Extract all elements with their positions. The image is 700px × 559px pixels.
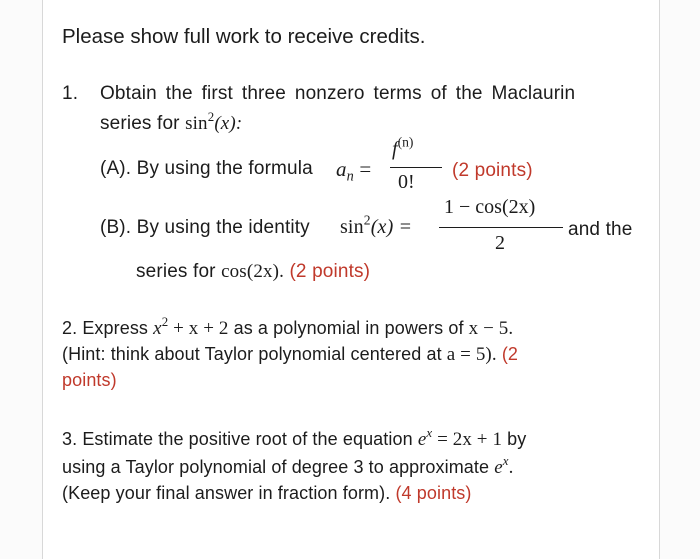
q1-partA-lhs: $a_n$ = bbox=[336, 157, 372, 185]
q1-partA-label: (A). By using the formula bbox=[100, 158, 313, 179]
q1-partB-fraction bbox=[439, 196, 563, 262]
q1-line1: Obtain the first three nonzero terms of the Maclaurin bbox=[100, 83, 576, 104]
q3-note: (Keep your final answer in fraction form). bbox=[62, 483, 391, 503]
q1-series-prefix: series for bbox=[100, 113, 180, 134]
q1-partB-fraction-bar bbox=[439, 227, 563, 228]
q1-partA-fraction bbox=[390, 134, 442, 198]
q2-mid: as a polynomial in powers of bbox=[233, 318, 464, 338]
q2-points-open: (2 bbox=[501, 344, 519, 364]
q3-suffix: by bbox=[507, 429, 527, 449]
q2-polynomial: $x^2 + x + 2$ bbox=[153, 314, 229, 339]
q2-hint-math: a = 5). bbox=[446, 344, 497, 365]
q1-partB-lhs: $\sin^2(x)$ = bbox=[340, 212, 413, 238]
q1-number: 1. bbox=[62, 83, 79, 104]
q1-line2 bbox=[100, 109, 243, 135]
q3-equation: $e^x = 2x + 1$ bbox=[417, 425, 503, 450]
q1-series-math: $\sin^2(x)$: bbox=[185, 109, 243, 134]
q2-powers-math: x − 5. bbox=[468, 318, 514, 339]
q3-prefix: 3. Estimate the positive root of the equation bbox=[62, 429, 413, 449]
q2-line1 bbox=[62, 314, 514, 340]
q3-line3 bbox=[62, 483, 472, 504]
q3-points: (4 points) bbox=[395, 483, 472, 503]
q1-partA-numerator: $f^{(n)}$ bbox=[392, 134, 414, 160]
q1-partA-denominator: 0! bbox=[398, 171, 415, 193]
q3-line1 bbox=[62, 425, 527, 451]
q1-partB-series-prefix: series for bbox=[136, 261, 216, 282]
q2-line2 bbox=[62, 344, 518, 366]
q1-partB-denominator: 2 bbox=[495, 232, 505, 254]
q1-partA-points: (2 points) bbox=[452, 160, 533, 181]
q2-hint: (Hint: think about Taylor polynomial centered at bbox=[62, 344, 442, 364]
q1-partB-tail: and the bbox=[568, 219, 633, 240]
q2-points-close: points) bbox=[62, 370, 117, 390]
q1-partB-points: (2 points) bbox=[289, 261, 371, 282]
q1-partA-fraction-bar bbox=[390, 167, 442, 168]
q1-partB-label: (B). By using the identity bbox=[100, 217, 310, 238]
q1-partB-numerator: 1 − cos(2x) bbox=[444, 196, 536, 218]
q1-partB-line2 bbox=[136, 261, 370, 283]
q2-prefix: 2. Express bbox=[62, 318, 149, 338]
q3-line2 bbox=[62, 453, 514, 479]
page-title: Please show full work to receive credits. bbox=[62, 25, 426, 48]
q1-partB-series-math: cos(2x). bbox=[221, 261, 285, 282]
q3-line2-text: using a Taylor polynomial of degree 3 to approximate bbox=[62, 457, 490, 477]
q3-exp-math: $e^x$. bbox=[494, 453, 514, 478]
